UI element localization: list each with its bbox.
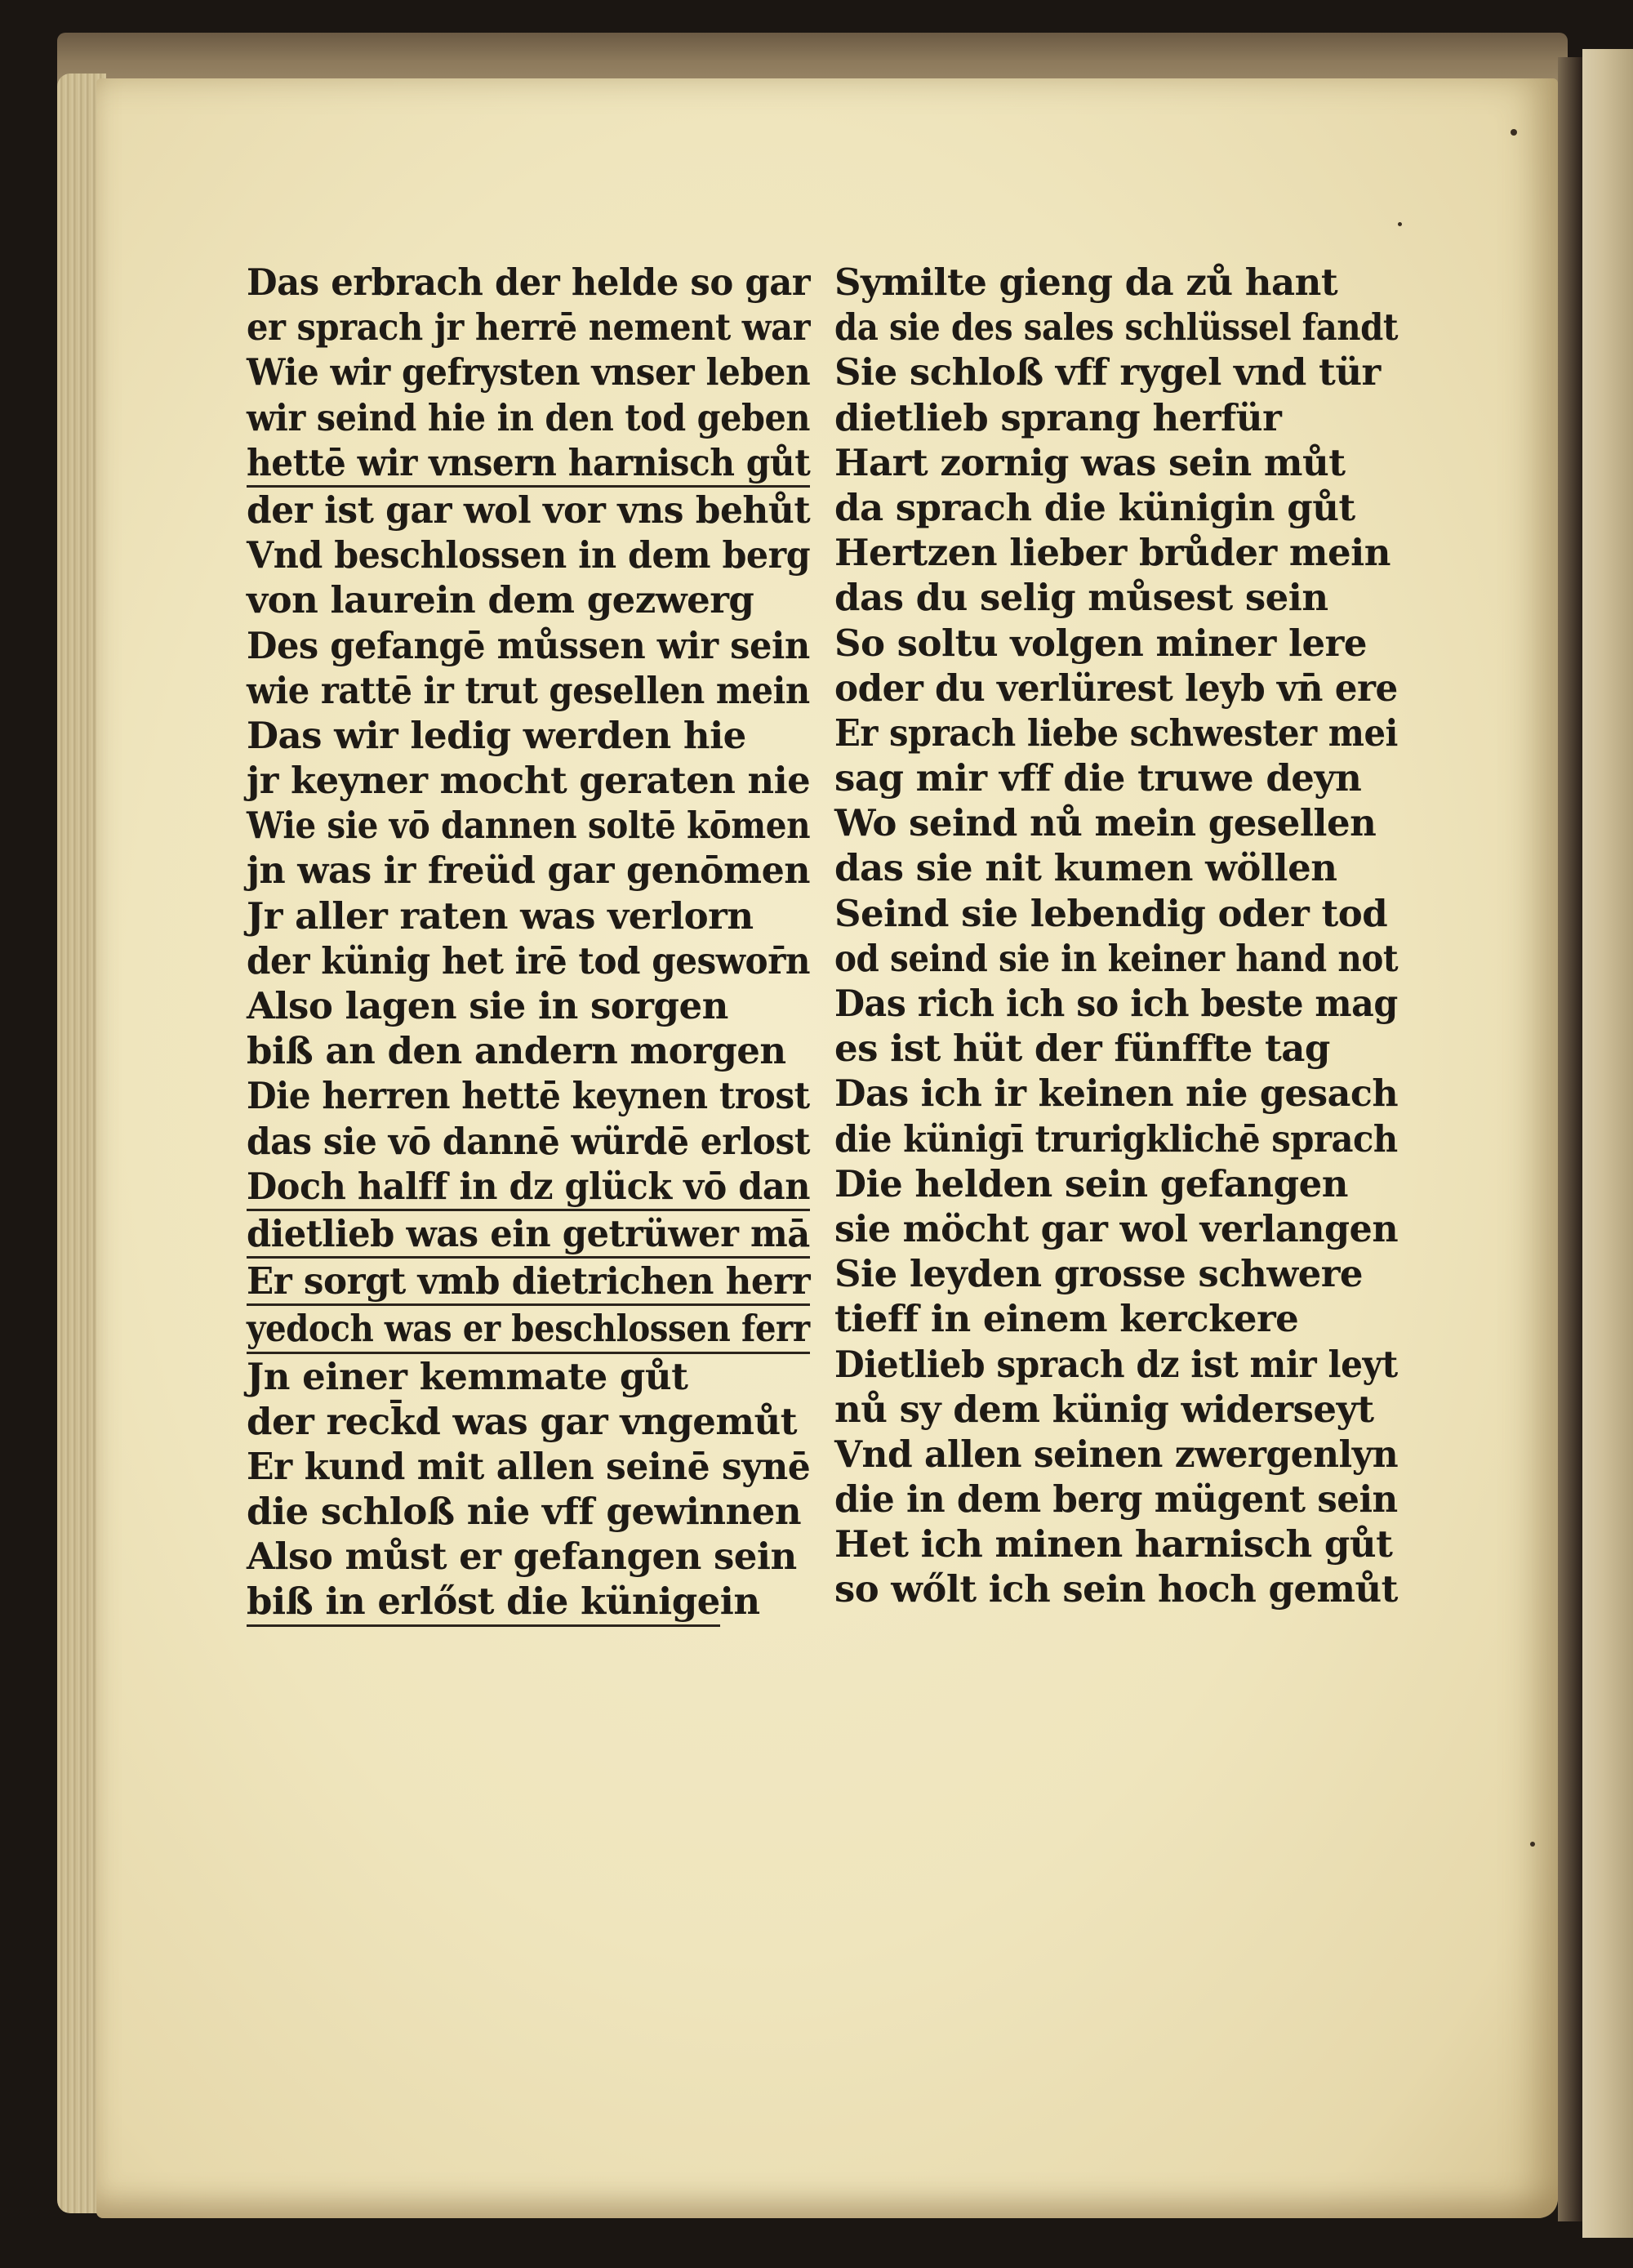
verse-line: Jn einer kemmate gůt xyxy=(247,1354,688,1398)
verse-line: Doch halff in dz glück vō dan xyxy=(247,1164,810,1211)
verse-line: der künig het irē tod geswor̄n xyxy=(247,938,811,983)
verse-line: So soltu volgen miner lere xyxy=(834,621,1368,665)
verse-line: die schloß nie vff gewinnen xyxy=(247,1490,802,1534)
verse-line: sie möcht gar wol verlangen xyxy=(834,1206,1399,1250)
left-text-column xyxy=(247,260,872,1627)
facing-page-edge xyxy=(1582,49,1633,2238)
ink-speck xyxy=(1398,222,1402,226)
verse-line: tieff in einem kerckere xyxy=(834,1297,1299,1341)
verse-line: biß an den andern morgen xyxy=(247,1029,786,1073)
verse-line: sag mir vff die truwe deyn xyxy=(834,756,1362,800)
verse-line: Het ich minen harnisch gůt xyxy=(834,1522,1393,1566)
verse-line: Das ich ir keinen nie gesach xyxy=(834,1072,1399,1116)
binding-gutter xyxy=(1558,57,1582,2221)
verse-line: Sie leyden grosse schwere xyxy=(834,1252,1364,1296)
verse-line: hettē wir vnsern harnisch gůt xyxy=(247,440,810,488)
verse-line: so wőlt ich sein hoch gemůt xyxy=(834,1567,1398,1611)
verse-line: Hart zornig was sein můt xyxy=(834,440,1346,484)
verse-line: der reck̄d was gar vngemůt xyxy=(247,1399,797,1443)
verse-line: es ist hüt der fünffte tag xyxy=(834,1027,1330,1071)
verse-line: Also lagen sie in sorgen xyxy=(247,984,728,1027)
verse-line: nů sy dem künig widerseyt xyxy=(834,1387,1374,1431)
verse-line: dietlieb was ein getrüwer mā xyxy=(247,1211,810,1259)
verse-line: Die helden sein gefangen xyxy=(834,1161,1348,1205)
verse-line: Die herren hettē keynen trost xyxy=(247,1074,810,1118)
verse-line: Symilte gieng da zů hant xyxy=(834,261,1338,304)
verse-line: jn was ir freüd gar genōmen xyxy=(247,849,811,893)
verse-line: od seind sie in keiner hand not xyxy=(834,936,1399,980)
verse-line: der ist gar wol vor vns behůt xyxy=(247,488,811,532)
verse-line: Hertzen lieber brůder mein xyxy=(834,531,1390,575)
verse-line: wir seind hie in den tod geben xyxy=(247,395,811,439)
verse-line: dietlieb sprang herfür xyxy=(834,395,1282,439)
verse-line: biß in erlőst die künigein xyxy=(247,1579,720,1626)
ink-speck xyxy=(1530,1842,1535,1847)
verse-line: Das rich ich so ich beste mag xyxy=(834,982,1398,1025)
verse-line: Also můst er gefangen sein xyxy=(247,1535,797,1579)
verse-line: Sie schloß vff rygel vnd tür xyxy=(834,350,1381,394)
verse-line: Vnd beschlossen in dem berg xyxy=(247,533,811,577)
ink-speck xyxy=(1511,129,1517,136)
verse-line: Des gefangē můssen wir sein xyxy=(247,623,810,667)
right-text-column xyxy=(834,260,1463,1612)
verse-line: jr keyner mocht geraten nie xyxy=(247,759,811,803)
verse-line: Wie sie vō dannen soltē kōmen xyxy=(247,804,811,848)
verse-line: Er sprach liebe schwester mei xyxy=(834,711,1398,755)
verse-line: yedoch was er beschlossen ferr xyxy=(247,1306,810,1353)
verse-line: da sprach die künigin gůt xyxy=(834,485,1355,529)
verse-line: oder du verlürest leyb vn̄ ere xyxy=(834,666,1398,710)
verse-line: die künigī trurigklichē sprach xyxy=(834,1116,1398,1161)
verse-line: das du selig můsest sein xyxy=(834,576,1328,620)
verse-line: wie rattē ir trut gesellen mein xyxy=(247,668,810,712)
verse-line: Dietlieb sprach dz ist mir leyt xyxy=(834,1342,1398,1386)
verse-line: da sie des sales schlüssel fandt xyxy=(834,305,1399,350)
verse-line: Vnd allen seinen zwergenlyn xyxy=(834,1432,1399,1476)
verse-line: Wo seind nů mein gesellen xyxy=(834,801,1377,845)
verse-line: Seind sie lebendig oder tod xyxy=(834,891,1388,935)
verse-line: Er sorgt vmb dietrichen herr xyxy=(247,1259,810,1306)
verse-line: das sie nit kumen wöllen xyxy=(834,846,1337,890)
verse-line: Wie wir gefrysten vnser leben xyxy=(247,350,811,394)
verse-line: die in dem berg mügent sein xyxy=(834,1477,1398,1522)
verse-line: Jr aller raten was verlorn xyxy=(247,893,754,938)
verse-line: Das wir ledig werden hie xyxy=(247,713,746,757)
verse-line: er sprach jr herrē nement war xyxy=(247,305,811,350)
verse-line: Das erbrach der helde so gar xyxy=(247,261,811,304)
verse-line: von laurein dem gezwerg xyxy=(247,578,754,622)
verse-line: Er kund mit allen seinē synē xyxy=(247,1444,811,1488)
verse-line: das sie vō dannē würdē erlost xyxy=(247,1119,811,1163)
